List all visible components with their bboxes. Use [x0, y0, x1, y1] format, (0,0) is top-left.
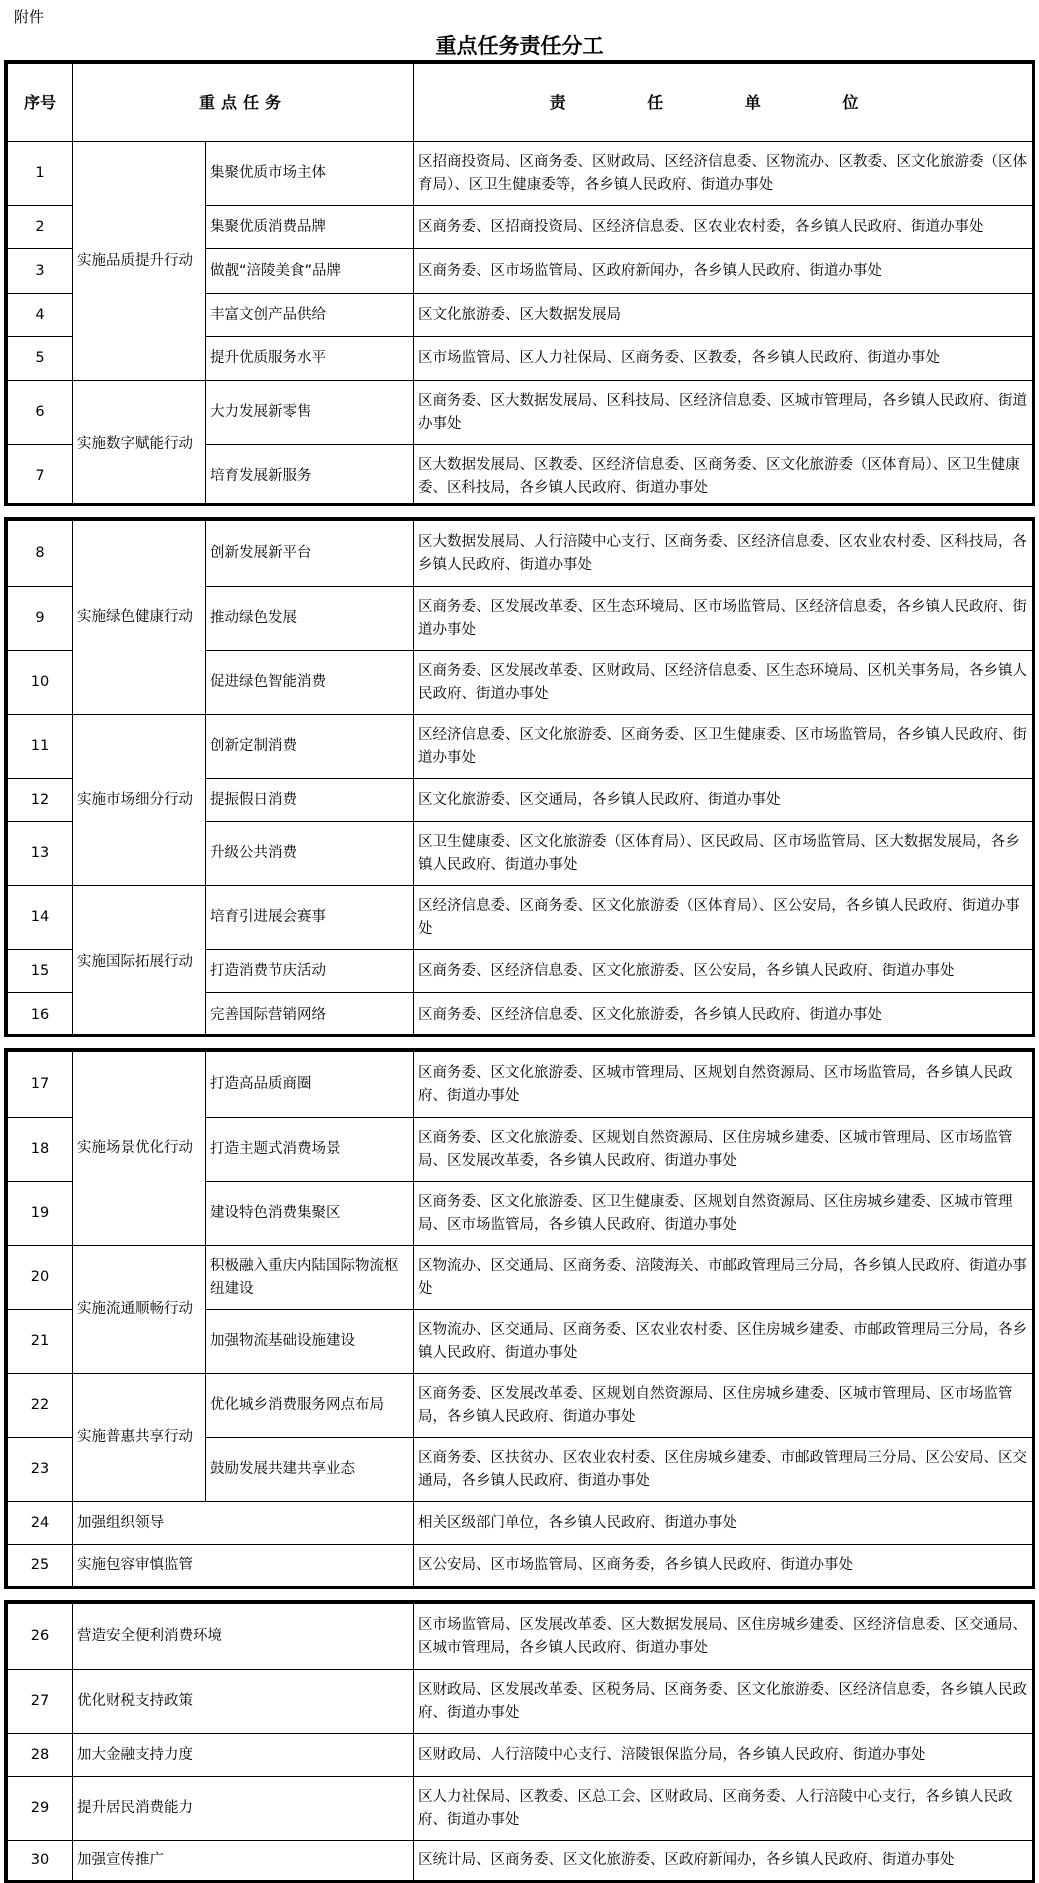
- group-label: 实施市场细分行动: [73, 715, 206, 886]
- row-task: 建设特色消费集聚区: [206, 1182, 414, 1246]
- row-task: 推动绿色发展: [206, 587, 414, 651]
- table-block-4: [4, 1600, 1035, 1883]
- row-unit: 区物流办、区交通局、区商务委、区农业农村委、区住房城乡建委、市邮政管理局三分局，各乡镇人民政府、街道办事处: [414, 1310, 1033, 1374]
- row-unit: 区经济信息委、区商务委、区文化旅游委（区体育局）、区公安局，各乡镇人民政府、街道办事处: [414, 886, 1033, 950]
- row-task: 加强组织领导: [73, 1502, 414, 1545]
- row-unit: 区商务委、区发展改革委、区规划自然资源局、区住房城乡建委、区城市管理局、区市场监管局，各乡镇人民政府、街道办事处: [414, 1374, 1033, 1438]
- table-row: [8, 715, 1033, 779]
- row-no: 8: [8, 521, 73, 587]
- row-no: 13: [8, 822, 73, 886]
- table-row: [8, 1777, 1033, 1841]
- group-label: 实施数字赋能行动: [73, 381, 206, 507]
- row-unit: 区卫生健康委、区文化旅游委（区体育局）、区民政局、区市场监管局、区大数据发展局，各乡镇人民政府、街道办事处: [414, 822, 1033, 886]
- row-unit: 区市场监管局、区发展改革委、区大数据发展局、区住房城乡建委、区经济信息委、区交通局、区城市管理局，各乡镇人民政府、街道办事处: [414, 1604, 1033, 1670]
- row-task: 大力发展新零售: [206, 381, 414, 445]
- row-no: 28: [8, 1734, 73, 1777]
- row-task: 升级公共消费: [206, 822, 414, 886]
- row-task: 培育发展新服务: [206, 445, 414, 507]
- row-unit: 区商务委、区文化旅游委、区规划自然资源局、区住房城乡建委、区城市管理局、区市场监管局、区发展改革委，各乡镇人民政府、街道办事处: [414, 1118, 1033, 1182]
- row-no: 26: [8, 1604, 73, 1670]
- row-no: 27: [8, 1670, 73, 1734]
- row-task: 提振假日消费: [206, 779, 414, 822]
- row-no: 16: [8, 993, 73, 1038]
- row-unit: 区文化旅游委、区交通局，各乡镇人民政府、街道办事处: [414, 779, 1033, 822]
- row-unit: 区商务委、区扶贫办、区农业农村委、区住房城乡建委、市邮政管理局三分局、区公安局、区交通局，各乡镇人民政府、街道办事处: [414, 1438, 1033, 1502]
- row-unit: 区市场监管局、区人力社保局、区商务委、区教委，各乡镇人民政府、街道办事处: [414, 337, 1033, 381]
- table-block-3: [4, 1048, 1035, 1589]
- table-row: [8, 1841, 1033, 1881]
- row-no: 10: [8, 651, 73, 715]
- row-task: 积极融入重庆内陆国际物流枢纽建设: [206, 1246, 414, 1310]
- row-no: 20: [8, 1246, 73, 1310]
- row-no: 6: [8, 381, 73, 445]
- group-label: 实施品质提升行动: [73, 142, 206, 381]
- row-task: 加大金融支持力度: [73, 1734, 414, 1777]
- row-unit: 区文化旅游委、区大数据发展局: [414, 294, 1033, 337]
- row-unit: 区财政局、人行涪陵中心支行、涪陵银保监分局，各乡镇人民政府、街道办事处: [414, 1734, 1033, 1777]
- row-task: 营造安全便利消费环境: [73, 1604, 414, 1670]
- table-header-row: [8, 64, 1033, 142]
- group-label: 实施绿色健康行动: [73, 521, 206, 715]
- row-task: 鼓励发展共建共享业态: [206, 1438, 414, 1502]
- row-no: 4: [8, 294, 73, 337]
- row-task: 集聚优质消费品牌: [206, 206, 414, 249]
- row-task: 培育引进展会赛事: [206, 886, 414, 950]
- row-no: 15: [8, 950, 73, 993]
- row-no: 3: [8, 249, 73, 294]
- row-unit: 区商务委、区经济信息委、区文化旅游委，各乡镇人民政府、街道办事处: [414, 993, 1033, 1038]
- table-row: [8, 1545, 1033, 1587]
- row-task: 实施包容审慎监管: [73, 1545, 414, 1587]
- group-label: 实施普惠共享行动: [73, 1374, 206, 1502]
- row-task: 打造主题式消费场景: [206, 1118, 414, 1182]
- task-table-4: [7, 1603, 1033, 1881]
- table-row: [8, 1052, 1033, 1118]
- row-no: 12: [8, 779, 73, 822]
- row-task: 集聚优质市场主体: [206, 142, 414, 206]
- attachment-label: 附件: [14, 8, 45, 26]
- task-table-1: [7, 63, 1033, 506]
- table-row: [8, 886, 1033, 950]
- header-unit: 责 任 单 位: [414, 64, 1033, 142]
- header-no: 序号: [8, 64, 73, 142]
- row-no: 18: [8, 1118, 73, 1182]
- row-no: 22: [8, 1374, 73, 1438]
- row-unit: 区商务委、区经济信息委、区文化旅游委、区公安局，各乡镇人民政府、街道办事处: [414, 950, 1033, 993]
- row-unit: 区商务委、区招商投资局、区经济信息委、区农业农村委，各乡镇人民政府、街道办事处: [414, 206, 1033, 249]
- table-row: [8, 1502, 1033, 1545]
- row-unit: 区统计局、区商务委、区文化旅游委、区政府新闻办，各乡镇人民政府、街道办事处: [414, 1841, 1033, 1881]
- row-task: 完善国际营销网络: [206, 993, 414, 1038]
- page-title: 重点任务责任分工: [435, 34, 604, 58]
- row-no: 21: [8, 1310, 73, 1374]
- table-row: [8, 1604, 1033, 1670]
- header-task: 重点任务: [73, 64, 414, 142]
- row-no: 11: [8, 715, 73, 779]
- row-no: 25: [8, 1545, 73, 1587]
- table-row: [8, 1246, 1033, 1310]
- row-task: 打造消费节庆活动: [206, 950, 414, 993]
- row-no: 17: [8, 1052, 73, 1118]
- row-task: 促进绿色智能消费: [206, 651, 414, 715]
- row-task: 加强宣传推广: [73, 1841, 414, 1881]
- row-no: 9: [8, 587, 73, 651]
- row-task: 做靓“涪陵美食”品牌: [206, 249, 414, 294]
- row-task: 优化城乡消费服务网点布局: [206, 1374, 414, 1438]
- row-unit: 区商务委、区市场监管局、区政府新闻办，各乡镇人民政府、街道办事处: [414, 249, 1033, 294]
- row-task: 加强物流基础设施建设: [206, 1310, 414, 1374]
- row-no: 24: [8, 1502, 73, 1545]
- row-unit: 区商务委、区发展改革委、区生态环境局、区市场监管局、区经济信息委，各乡镇人民政府、街道办事处: [414, 587, 1033, 651]
- row-task: 丰富文创产品供给: [206, 294, 414, 337]
- row-no: 5: [8, 337, 73, 381]
- table-block-1: [4, 60, 1035, 506]
- row-task: 优化财税支持政策: [73, 1670, 414, 1734]
- group-label: 实施流通顺畅行动: [73, 1246, 206, 1374]
- table-row: [8, 1670, 1033, 1734]
- row-task: 提升优质服务水平: [206, 337, 414, 381]
- table-row: [8, 521, 1033, 587]
- row-no: 29: [8, 1777, 73, 1841]
- table-block-2: [4, 517, 1035, 1037]
- row-unit: 区招商投资局、区商务委、区财政局、区经济信息委、区物流办、区教委、区文化旅游委（区体育局）、区卫生健康委等，各乡镇人民政府、街道办事处: [414, 142, 1033, 206]
- task-table-2: [7, 520, 1033, 1037]
- row-unit: 区商务委、区发展改革委、区财政局、区经济信息委、区生态环境局、区机关事务局，各乡镇人民政府、街道办事处: [414, 651, 1033, 715]
- table-row: [8, 381, 1033, 445]
- row-unit: 相关区级部门单位，各乡镇人民政府、街道办事处: [414, 1502, 1033, 1545]
- group-label: 实施场景优化行动: [73, 1052, 206, 1246]
- row-no: 2: [8, 206, 73, 249]
- row-no: 19: [8, 1182, 73, 1246]
- row-no: 14: [8, 886, 73, 950]
- table-row: [8, 1734, 1033, 1777]
- row-no: 23: [8, 1438, 73, 1502]
- row-unit: 区商务委、区文化旅游委、区城市管理局、区规划自然资源局、区市场监管局，各乡镇人民政府、街道办事处: [414, 1052, 1033, 1118]
- row-no: 30: [8, 1841, 73, 1881]
- row-task: 打造高品质商圈: [206, 1052, 414, 1118]
- task-table-3: [7, 1051, 1033, 1587]
- row-task: 创新发展新平台: [206, 521, 414, 587]
- row-unit: 区公安局、区市场监管局、区商务委，各乡镇人民政府、街道办事处: [414, 1545, 1033, 1587]
- row-unit: 区物流办、区交通局、区商务委、涪陵海关、市邮政管理局三分局，各乡镇人民政府、街道办事处: [414, 1246, 1033, 1310]
- row-unit: 区商务委、区文化旅游委、区卫生健康委、区规划自然资源局、区住房城乡建委、区城市管理局、区市场监管局，各乡镇人民政府、街道办事处: [414, 1182, 1033, 1246]
- row-unit: 区经济信息委、区文化旅游委、区商务委、区卫生健康委、区市场监管局，各乡镇人民政府、街道办事处: [414, 715, 1033, 779]
- table-row: [8, 142, 1033, 206]
- group-label: 实施国际拓展行动: [73, 886, 206, 1038]
- row-unit: 区大数据发展局、区教委、区经济信息委、区商务委、区文化旅游委（区体育局）、区卫生健康委、区科技局，各乡镇人民政府、街道办事处: [414, 445, 1033, 507]
- row-unit: 区财政局、区发展改革委、区税务局、区商务委、区文化旅游委、区经济信息委，各乡镇人民政府、街道办事处: [414, 1670, 1033, 1734]
- row-unit: 区商务委、区大数据发展局、区科技局、区经济信息委、区城市管理局，各乡镇人民政府、街道办事处: [414, 381, 1033, 445]
- table-row: [8, 1374, 1033, 1438]
- row-unit: 区人力社保局、区教委、区总工会、区财政局、区商务委、人行涪陵中心支行，各乡镇人民政府、街道办事处: [414, 1777, 1033, 1841]
- row-task: 提升居民消费能力: [73, 1777, 414, 1841]
- row-no: 1: [8, 142, 73, 206]
- row-unit: 区大数据发展局、人行涪陵中心支行、区商务委、区经济信息委、区农业农村委、区科技局，各乡镇人民政府、街道办事处: [414, 521, 1033, 587]
- row-task: 创新定制消费: [206, 715, 414, 779]
- row-no: 7: [8, 445, 73, 507]
